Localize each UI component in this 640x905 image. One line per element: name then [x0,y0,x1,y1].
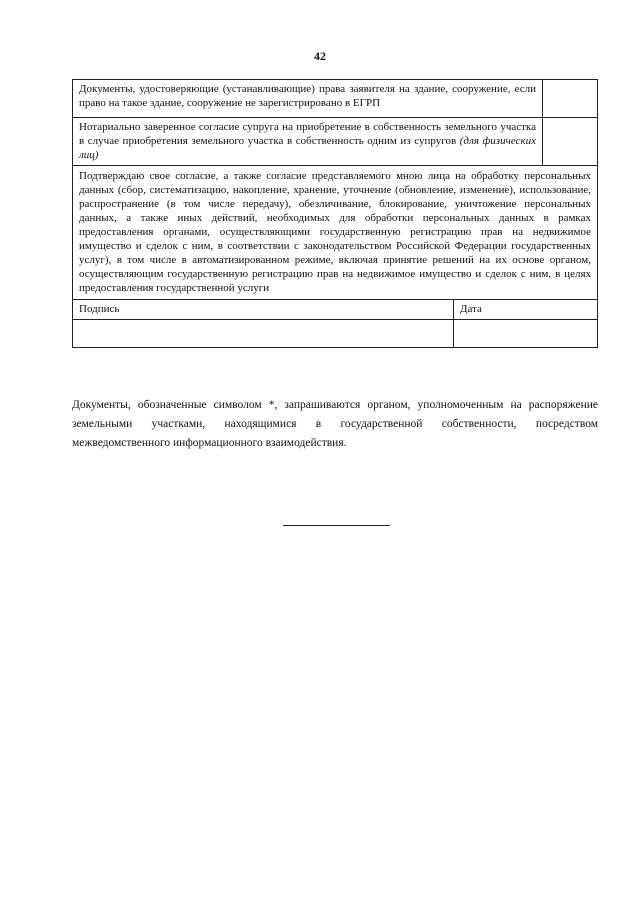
end-divider [283,525,390,526]
table-row [73,80,597,118]
document-description-text: Нотариально заверенное согласие супруга на приобретение в собственность земельного участка в случае приобретения земельного участка в собственность одним из супругов [79,121,536,147]
signature-header-row [73,300,597,320]
signature-input-row [73,320,597,347]
consent-text: Подтверждаю свое согласие, а также согласие представляемого мною лица на обработку персональных данных (сбор, систематизацию, накопление, хранение, уточнение (обновление, изменение), использование, распространение (в том числе передачу), обезличивание, блокирование, уничтожение персональных данных, а также иных действий, необходимых для обработки персональных данных в рамках предоставления органами, осуществляющими государственную регистрацию прав на недвижимое имущество и сделок с ним, в соответствии с законодательством Российской Федерации государственных услуг), в том числе в автоматизированном режиме, включая принятие решений на их основе органом, осуществляющим государственную регистрацию прав на недвижимое имущество и сделок с ним, в целях предоставления государственной услуги [79,170,591,294]
signature-field[interactable] [73,320,453,347]
consent-row [73,166,597,300]
table-row [73,118,597,166]
document-description-note: (для физических лиц) [79,135,536,161]
document-description [73,118,542,165]
date-label: Дата [453,300,597,319]
documents-table [72,79,598,348]
document-mark-cell[interactable] [542,118,597,165]
document-description: Документы, удостоверяющие (устанавливающие) права заявителя на здание, сооружение, если право на такое здание, сооружение не зарегистрировано в ЕГРП [79,83,536,109]
date-field[interactable] [453,320,597,347]
page-number: 42 [314,49,326,63]
footnote: Документы, обозначенные символом *, запрашиваются органом, уполномоченным на распоряжение земельными участками, находящимися в государственной собственности, посредством межведомственного информационного взаимодействия. [72,399,598,449]
signature-label: Подпись [79,303,120,315]
document-mark-cell[interactable] [542,80,597,117]
